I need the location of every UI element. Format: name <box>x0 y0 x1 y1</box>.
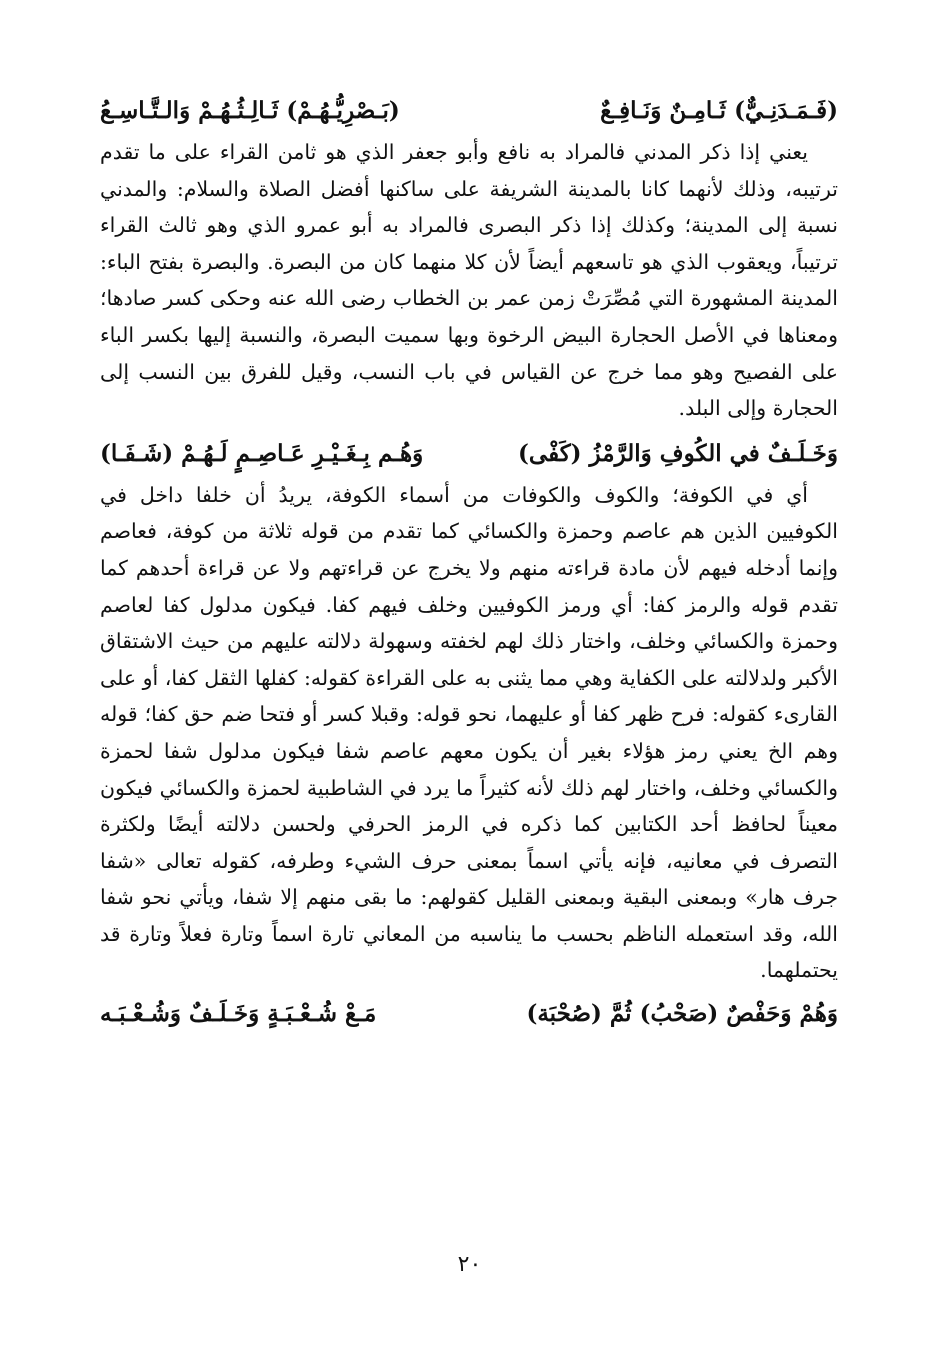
verse-line-3 <box>100 991 838 1037</box>
verse-line-1 <box>100 88 838 134</box>
verse-line-2 <box>100 431 838 477</box>
verse-hemistich-right: وَهُمْ وَحَفْصٌ (صَحْبُ) ثُمَّ (صُحْبَة) <box>526 1000 838 1028</box>
page-content <box>100 88 838 1037</box>
commentary-paragraph-2: أي في الكوفة؛ والكوف والكوفات من أسماء الكوفة، يريدُ أن خلفا داخل في الكوفيين الذين هم عاصم وحمزة والكسائي كما تقدم من قوله ثلاثة من كوفة، فعاصم وإنما أدخله فيهم لأن مادة قراءته منهم ولا يخرج عن قراءتهم ولا عن قراءة أحدهم كما تقدم قوله والرمز كفا: أي ورمز الكوفيين وخلف فيهم كفا. فيكون مدلول كفا لعاصم وحمزة والكسائي وخلف، واختار ذلك لهم لخفته وسهولة دلالته عليهم من حيث الاشتقاق الأكبر ولدلالته على الكفاية وهي مما يثنى به على القراءة كقوله: كفلها الثقل كفا، أو على القارىء كقوله: فرح ظهر كفا أو عليهما، نحو قوله: وقبلا كسر أو فتحا ضم حق كفا؛ قوله وهم الخ يعني رمز هؤلاء بغير أن يكون معهم عاصم شفا فيكون مدلول شفا لحمزة والكسائي وخلف، واختار لهم ذلك لأنه كثيراً ما يرد في الشاطبية لحمزة والكسائي فيكون معيناً لحافظ أحد الكتابين كما ذكره في الرمز الحرفي ولحسن دلالته أيضًا ولكثرة التصرف في معانيه، فإنه يأتي اسماً بمعنى حرف الشيء وطرفه، كقوله تعالى «شفا جرف هار» وبمعنى البقية وبمعنى القليل كقولهم: ما بقى منهم إلا شفا، ويأتي نحو شفا الله، وقد استعمله الناظم بحسب ما يناسبه من المعاني تارة اسماً وتارة فعلاً وتارة قد يحتملهما. <box>100 482 838 983</box>
page-number: ٢٠ <box>457 1252 482 1277</box>
verse-hemistich-right: وَخَـلَـفٌ في الكُوفِ وَالرَّمْزُ (كَفْى) <box>518 439 838 467</box>
verse-hemistich-right: (فَـمَـدَنِـيٌّ) ثَـامِـنٌ وَنَـافِـعٌ <box>600 97 838 124</box>
verse-hemistich-left: مَـعْ شُـعْـبَـةٍ وَخَـلَـفٌ وَشُـعْـبَـه <box>100 1000 377 1028</box>
commentary-paragraph-1: يعني إذا ذكر المدني فالمراد به نافع وأبو جعفر الذي هو ثامن القراء على ما تقدم ترتيبه، وذلك لأنهما كانا بالمدينة الشريفة على ساكنها أفضل الصلاة والسلام: والمدني نسبة إلى المدينة؛ وكذلك إذا ذكر البصرى فالمراد به أبو عمرو الذي وهو ثالث القراء ترتيباً، ويعقوب الذي هو تاسعهم أيضاً لأن كلا منهما كان من البصرة. والبصرة بفتح الباء: المدينة المشهورة التي مُصِّرَتْ زمن عمر بن الخطاب رضى الله عنه وحكى كسر صادها؛ ومعناها في الأصل الحجارة البيض الرخوة وبها سميت البصرة، والنسبة إليها بكسر الباء على الفصيح وهو مما خرج عن القياس في باب النسب، وقيل للفرق بين النسب إلى الحجارة وإلى البلد. <box>100 140 838 421</box>
verse-hemistich-left: (بَـصْرِيُّـهُـمْ) ثَـالِـثُـهُـمْ وَالـتَّـاسِـعُ <box>100 97 400 124</box>
verse-hemistich-left: وَهُـم بِـغَـيْـرِ عَـاصِـمٍ لَـهُـمْ (شَـفَـا) <box>100 439 424 467</box>
